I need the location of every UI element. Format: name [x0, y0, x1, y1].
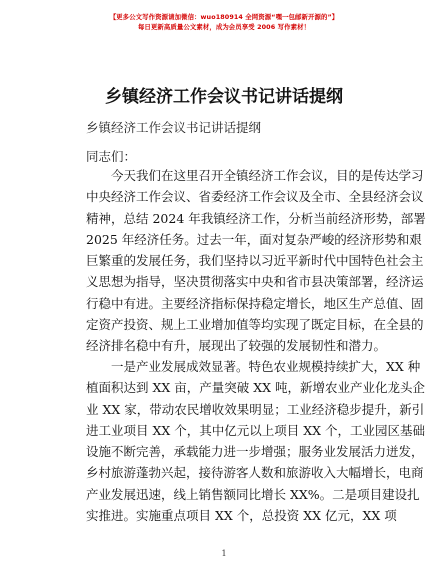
- paragraph-line: 今天我们在这里召开全镇经济工作会议，目的是传达学习: [111, 168, 424, 183]
- salutation: 同志们：: [86, 149, 137, 164]
- page-number: 1: [221, 549, 227, 558]
- paragraph-line: 设施不断完善，承载能力进一步增强；服务业发展活力迸发，: [86, 444, 424, 460]
- paragraph-line: 一是产业发展成效显著。特色农业规模持续扩大，XX 种: [111, 359, 421, 374]
- paragraph-line: 2025 年经济任务。过去一年，面对复杂严峻的经济形势和艰: [86, 231, 422, 247]
- document-subtitle: 乡镇经济工作会议书记讲话提纲: [86, 120, 262, 135]
- paragraph-line: 进工业项目 XX 个，其中亿元以上项目 XX 个，工业园区基础: [86, 422, 425, 438]
- paragraph-line: 业 XX 家，带动农民增收效果明显；工业经济稳步提升，新引: [86, 401, 425, 417]
- document-title: 乡镇经济工作会议书记讲话提纲: [105, 87, 343, 107]
- paragraph-line: 植面积达到 XX 亩，产量突破 XX 吨，新增农业产业化龙头企: [86, 380, 425, 396]
- paragraph-line: 精神，总结 2024 年我镇经济工作，分析当前经济形势，部署: [86, 210, 426, 226]
- paragraph-line: 乡村旅游蓬勃兴起，接待游客人数和旅游收入大幅增长，电商: [86, 465, 424, 481]
- paragraph-line: 巨繁重的发展任务，我们坚持以习近平新时代中国特色社会主: [86, 253, 424, 269]
- banner-line-1: 【更多公文写作资源请加微信：wuo180914 全网资源“嘿一包邮新开源的”】: [109, 13, 339, 21]
- paragraph-line: 义思想为指导，坚决贯彻落实中央和省市县决策部署，经济运: [86, 274, 424, 290]
- paragraph-line: 定资产投资、规上工业增加值等均实现了既定目标，在全县的: [86, 317, 424, 333]
- paragraph-1: [86, 165, 426, 357]
- promotional-banner: [0, 12, 448, 32]
- paragraph-line: 中央经济工作会议、省委经济工作会议及全市、全县经济会议: [86, 189, 424, 205]
- paragraph-line: 实推进。实施重点项目 XX 个，总投资 XX 亿元，XX 项: [86, 508, 397, 524]
- banner-line-2: 每日更新高质量公文素材，成为会员享受 2006 写作素材！: [137, 23, 311, 31]
- paragraph-line: 经济排名稳中有升，展现出了较强的发展韧性和潜力。: [86, 338, 387, 354]
- paragraph-line: 行稳中有进。主要经济指标保持稳定增长，地区生产总值、固: [86, 295, 424, 311]
- paragraph-line: 产业发展迅速，线上销售额同比增长 XX%。二是项目建设扎: [86, 486, 420, 502]
- paragraph-2: [86, 356, 425, 526]
